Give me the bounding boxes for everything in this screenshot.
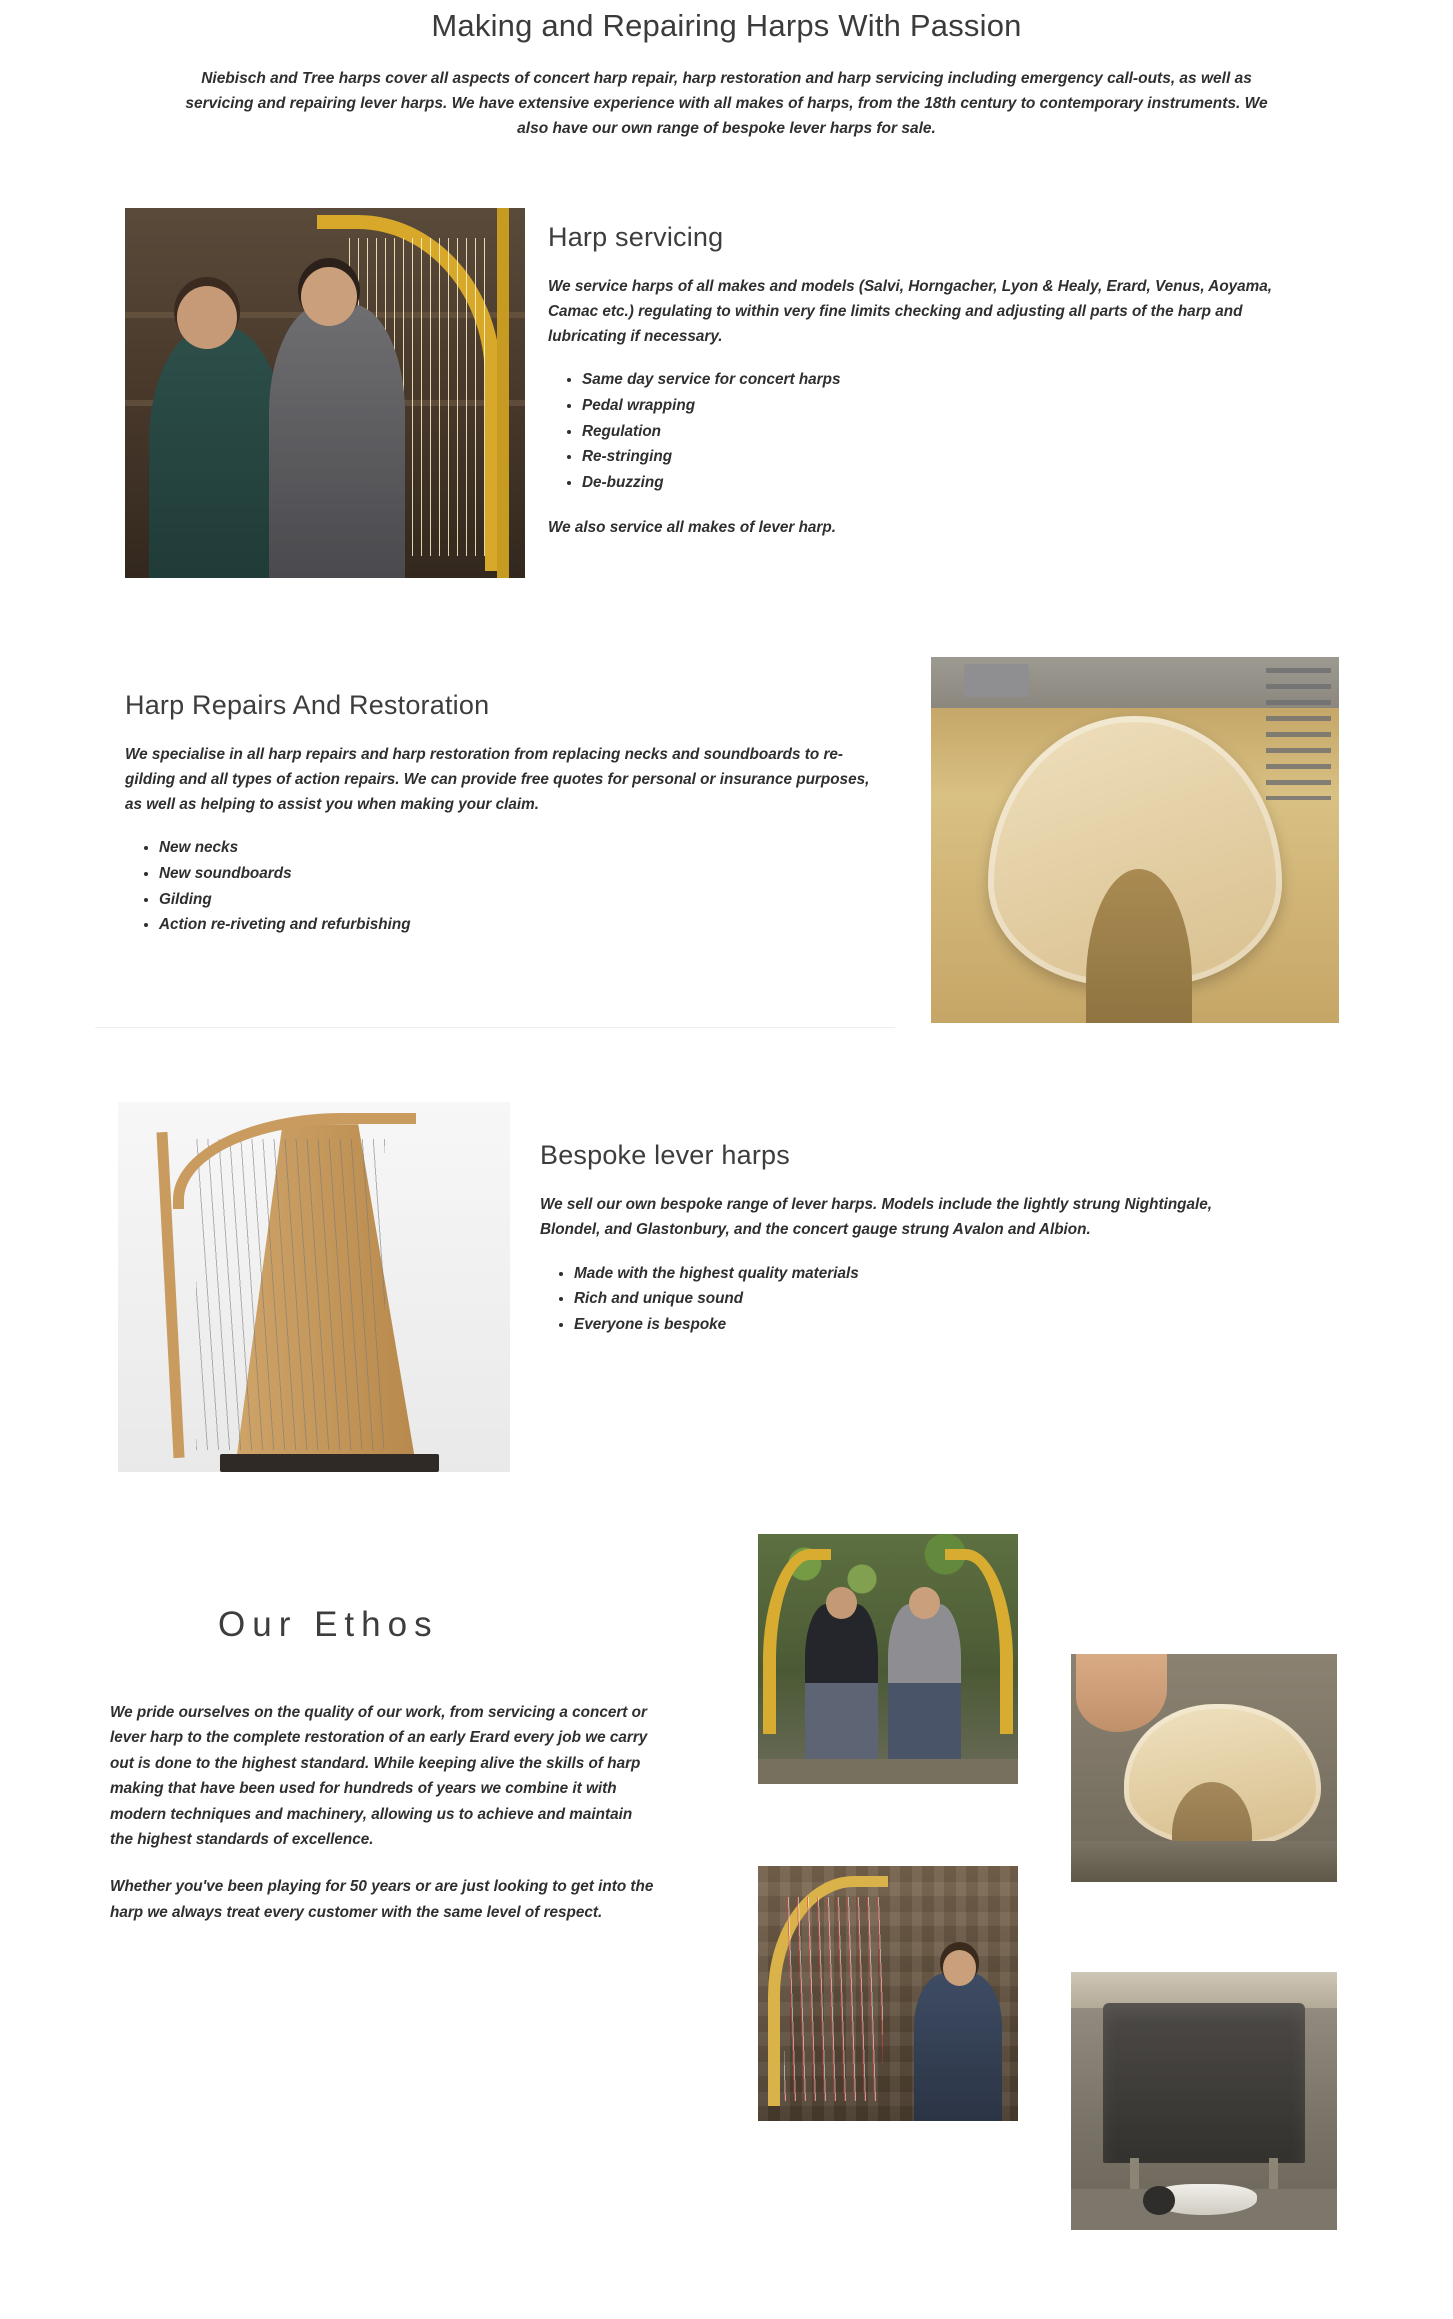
list-item: • Everyone is bespoke — [574, 1312, 1260, 1338]
ethos-photo-covered-harp-dog — [1071, 1972, 1337, 2230]
section-divider — [95, 1027, 895, 1028]
harp-servicing-body: We service harps of all makes and models (Salvi, Horngacher, Lyon & Healy, Erard, Venus, Aoyama, Camac etc.) regulating to within very fine limits checking and adjusting all parts of the harp and lubricating if necessary. — [548, 278, 1273, 345]
harp-servicing-list — [548, 367, 1278, 495]
list-item: • New necks — [159, 835, 885, 861]
list-item: • Re-stringing — [582, 444, 1278, 470]
ethos-photo-hand-soundbox — [1071, 1654, 1337, 1882]
list-item: • Same day service for concert harps — [582, 367, 1278, 393]
harp-repairs-title: Harp Repairs And Restoration — [125, 690, 490, 720]
harp-servicing-title: Harp servicing — [548, 222, 724, 252]
bespoke-lever-harps-body: We sell our own bespoke range of lever harps. Models include the lightly strung Nightingale, Blondel, and Glastonbury, and the concert gauge strung Avalon and Albion. — [540, 1196, 1213, 1238]
list-item: • New soundboards — [159, 861, 885, 887]
list-item: • Regulation — [582, 419, 1278, 445]
list-item: • Rich and unique sound — [574, 1286, 1260, 1312]
harp-servicing-footnote: We also service all makes of lever harp. — [548, 518, 836, 536]
list-item: • Action re-riveting and refurbishing — [159, 912, 885, 938]
list-item: • Gilding — [159, 887, 885, 913]
list-item: • Pedal wrapping — [582, 393, 1278, 419]
harp-repairs-section — [125, 690, 885, 938]
ethos-photo-harpist-workshop — [758, 1866, 1018, 2121]
bespoke-lever-harps-title: Bespoke lever harps — [540, 1140, 790, 1170]
our-ethos-paragraph-2: Whether you've been playing for 50 years or are just looking to get into the harp we always treat every customer with the same level of respect. — [110, 1878, 654, 1921]
list-item: • Made with the highest quality materials — [574, 1261, 1260, 1287]
harp-servicing-section — [548, 222, 1278, 556]
our-ethos-title: Our Ethos — [218, 1605, 439, 1644]
harp-repairs-image — [931, 657, 1339, 1023]
bespoke-lever-harps-image — [118, 1102, 510, 1472]
page-title: Making and Repairing Harps With Passion — [431, 8, 1022, 43]
page-intro-paragraph: Niebisch and Tree harps cover all aspects of concert harp repair, harp restoration and harp servicing including emergency call-outs, as well as servicing and repairing lever harps. We have extensive experience with all makes of harps, from the 18th century to contemporary instruments. We also have our own range of bespoke lever harps for sale. — [185, 70, 1268, 138]
list-item: • De-buzzing — [582, 470, 1278, 496]
bespoke-lever-harps-list — [540, 1261, 1260, 1338]
harp-repairs-list — [125, 835, 885, 938]
harp-repairs-body: We specialise in all harp repairs and harp restoration from replacing necks and soundboards to re-gilding and all types of action repairs. We can provide free quotes for personal or insurance purposes, as well as helping to assist you when making your claim. — [125, 746, 870, 813]
bespoke-lever-harps-section — [540, 1140, 1260, 1338]
our-ethos-paragraph-1: We pride ourselves on the quality of our work, from servicing a concert or lever harp to the complete restoration of an early Erard every job we carry out is done to the highest standard. While keeping alive the skills of harp making that have been used for hundreds of years we combine it with modern techniques and machinery, allowing us to achieve and maintain the highest standards of excellence. — [110, 1704, 648, 1848]
our-ethos-text — [110, 1700, 655, 1947]
harp-servicing-image — [125, 208, 525, 578]
ethos-photo-two-makers — [758, 1534, 1018, 1784]
